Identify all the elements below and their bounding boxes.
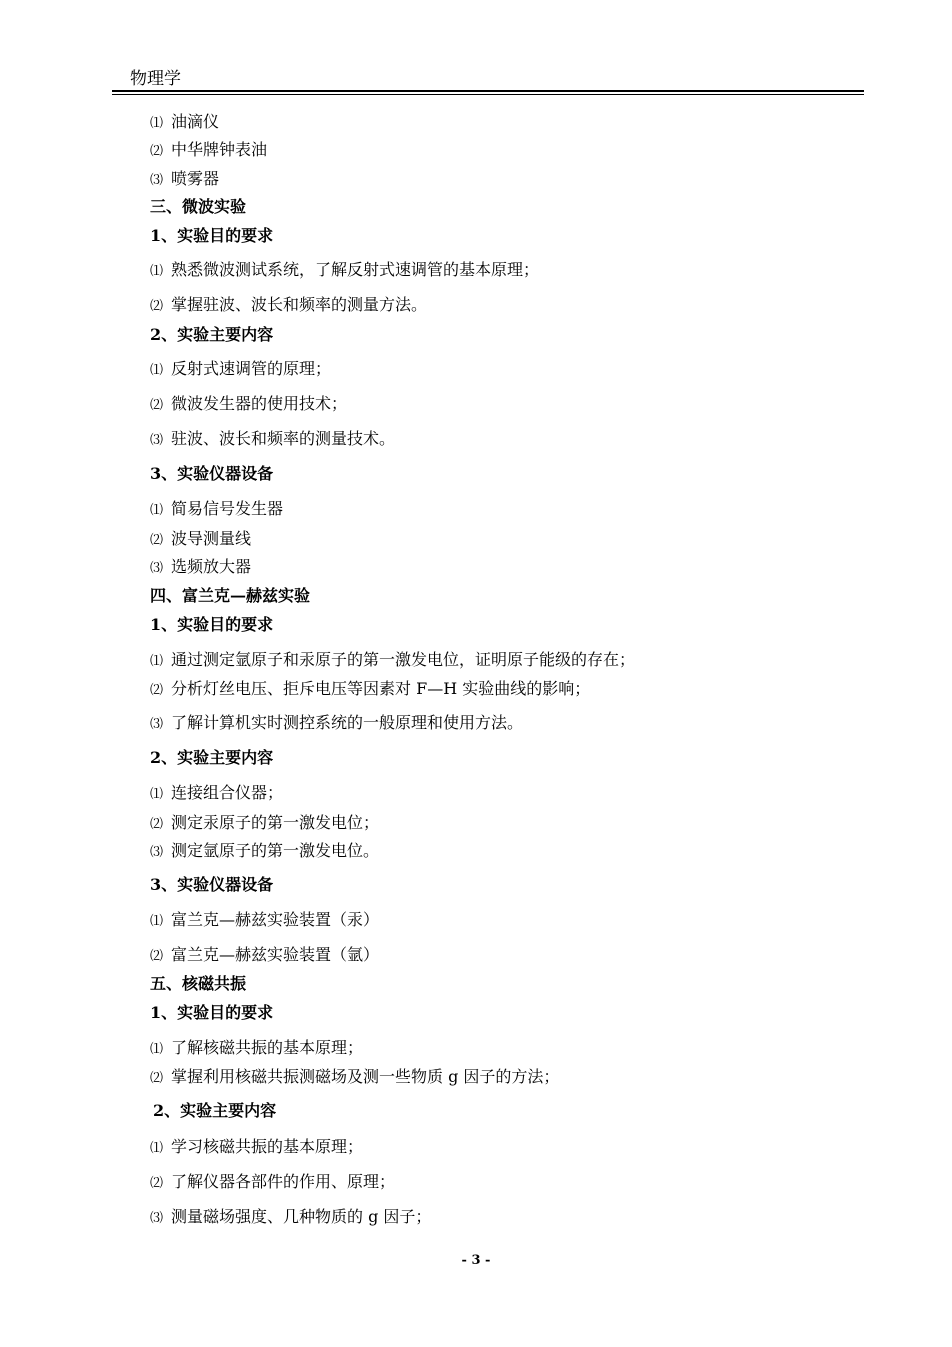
item-text: 学习核磁共振的基本原理； [171,1137,364,1156]
item-text: 测量磁场强度、几种物质的 g 因子； [171,1207,432,1226]
section-heading: 四、富兰克—赫兹实验 [150,586,311,605]
item-text: 了解核磁共振的基本原理； [171,1038,364,1057]
item-text: 选频放大器 [171,557,252,576]
item-text: 喷雾器 [171,169,220,188]
item-text: 驻波、波长和频率的测量技术。 [171,429,396,448]
item-number: ⑴ [150,264,164,279]
item-text: 测定汞原子的第一激发电位； [171,813,380,832]
subsection-heading: 1、实验目的要求 [150,1003,274,1022]
list-item [150,260,539,282]
list-item [150,112,219,134]
list-item [150,169,219,191]
list-item [150,1207,431,1229]
item-number: ⑵ [150,949,164,964]
item-number: ⑵ [150,1176,164,1191]
header-rule-thin [112,94,864,95]
subsection-heading: 3、实验仪器设备 [150,464,274,483]
subsection-heading: 2、实验主要内容 [150,325,274,344]
item-text: 中华牌钟表油 [171,140,268,159]
item-number: ⑵ [150,533,164,548]
item-text: 微波发生器的使用技术； [171,394,348,413]
list-item [150,945,379,967]
list-item [150,1038,363,1060]
list-item [150,1067,559,1089]
list-item [150,713,523,735]
item-number: ⑶ [150,561,164,576]
page-number: - 3 - [461,1253,491,1268]
item-number: ⑶ [150,1211,164,1226]
item-text: 了解仪器各部件的作用、原理； [171,1172,396,1191]
item-text: 富兰克—赫兹实验装置（汞） [171,910,380,929]
item-text: 测定氩原子的第一激发电位。 [171,841,380,860]
section-heading: 三、微波实验 [150,197,247,216]
subsection-heading: 1、实验目的要求 [150,615,274,634]
item-text: 熟悉微波测试系统，了解反射式速调管的基本原理； [171,260,540,279]
item-number: ⑴ [150,787,164,802]
item-number: ⑴ [150,914,164,929]
item-number: ⑴ [150,116,164,131]
list-item [150,650,635,672]
subsection-heading: 1、实验目的要求 [150,226,274,245]
item-number: ⑵ [150,683,164,698]
item-text: 了解计算机实时测控系统的一般原理和使用方法。 [171,713,524,732]
item-text: 掌握利用核磁共振测磁场及测一些物质 g 因子的方法； [171,1067,560,1086]
item-number: ⑶ [150,717,164,732]
item-number: ⑵ [150,1071,164,1086]
item-text: 简易信号发生器 [171,499,284,518]
list-item [150,295,427,317]
header-rule-thick [112,90,864,92]
list-item [150,140,267,162]
list-item [150,499,283,521]
item-text: 通过测定氩原子和汞原子的第一激发电位，证明原子能级的存在； [171,650,636,669]
item-number: ⑴ [150,363,164,378]
list-item [150,359,331,381]
item-number: ⑵ [150,144,164,159]
item-text: 分析灯丝电压、拒斥电压等因素对 F—H 实验曲线的影响； [171,679,591,698]
item-number: ⑶ [150,433,164,448]
section-heading: 五、核磁共振 [150,974,247,993]
list-item [150,429,395,451]
item-text: 掌握驻波、波长和频率的测量方法。 [171,295,428,314]
list-item [150,783,283,805]
list-item [150,1137,363,1159]
subsection-heading: 2、实验主要内容 [153,1101,277,1120]
subsection-heading: 3、实验仪器设备 [150,875,274,894]
list-item [150,1172,395,1194]
item-number: ⑴ [150,654,164,669]
item-number: ⑵ [150,817,164,832]
header-title: 物理学 [130,69,181,89]
list-item [150,813,379,835]
item-text: 富兰克—赫兹实验装置（氩） [171,945,380,964]
list-item [150,841,379,863]
item-number: ⑶ [150,173,164,188]
item-number: ⑴ [150,1042,164,1057]
item-text: 油滴仪 [171,112,220,131]
list-item [150,910,379,932]
item-text: 连接组合仪器； [171,783,284,802]
item-text: 波导测量线 [171,529,252,548]
item-number: ⑵ [150,299,164,314]
item-number: ⑶ [150,845,164,860]
list-item [150,529,251,551]
item-number: ⑵ [150,398,164,413]
item-number: ⑴ [150,1141,164,1156]
subsection-heading: 2、实验主要内容 [150,748,274,767]
item-number: ⑴ [150,503,164,518]
list-item [150,557,251,579]
item-text: 反射式速调管的原理； [171,359,332,378]
list-item [150,679,590,701]
list-item [150,394,347,416]
